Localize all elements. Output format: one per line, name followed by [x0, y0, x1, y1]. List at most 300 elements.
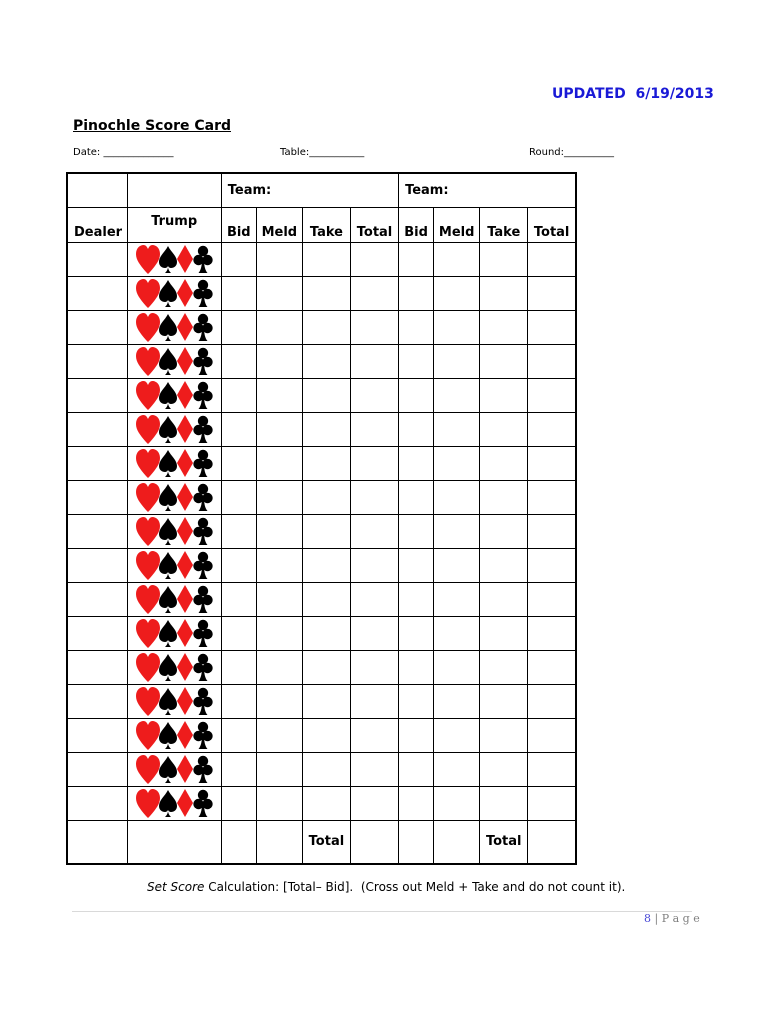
trump-cell[interactable] [127, 310, 221, 344]
spade-icon [159, 654, 177, 681]
club-icon [193, 756, 212, 783]
team-2-meld-cell[interactable] [434, 242, 480, 276]
round-row [67, 582, 576, 616]
team-2-bid-cell[interactable] [399, 480, 434, 514]
team-1-bid-total-cell[interactable] [221, 820, 256, 864]
team-1-take-cell[interactable] [302, 718, 350, 752]
team-2-bid-cell[interactable] [399, 650, 434, 684]
club-icon [193, 450, 212, 477]
trump-suits [134, 720, 214, 750]
heart-icon [136, 789, 160, 818]
team-1-meld-cell[interactable] [256, 548, 302, 582]
team-1-bid-cell[interactable] [221, 752, 256, 786]
corner-cell [127, 173, 221, 207]
spade-icon [159, 484, 177, 511]
team-1-total-cell[interactable] [350, 344, 398, 378]
team-1-total-cell[interactable] [350, 684, 398, 718]
team-1-meld-cell[interactable] [256, 378, 302, 412]
team-2-meld-cell[interactable] [434, 412, 480, 446]
updated-date: UPDATED 6/19/2013 [552, 86, 714, 102]
trump-cell[interactable] [127, 786, 221, 820]
team-1-bid-cell[interactable] [221, 276, 256, 310]
team-1-meld-cell[interactable] [256, 786, 302, 820]
team-1-take-cell[interactable] [302, 242, 350, 276]
team-2-header [399, 173, 576, 207]
team-1-meld-cell[interactable] [256, 582, 302, 616]
club-icon [193, 314, 212, 341]
team-1-meld-cell[interactable] [256, 480, 302, 514]
team-1-total-cell[interactable] [350, 548, 398, 582]
team-2-total-cell[interactable] [528, 786, 576, 820]
team-2-meld-cell[interactable] [434, 310, 480, 344]
team-2-total-cell[interactable] [528, 480, 576, 514]
team-1-take-cell[interactable] [302, 650, 350, 684]
team-2-meld-cell[interactable] [434, 684, 480, 718]
team-1-meld-cell[interactable] [256, 446, 302, 480]
team-2-meld-cell[interactable] [434, 650, 480, 684]
dealer-cell[interactable] [67, 412, 127, 446]
heart-icon [136, 279, 160, 308]
team-2-total-cell[interactable] [528, 684, 576, 718]
team-1-total-cell[interactable] [350, 446, 398, 480]
team-1-bid-cell[interactable] [221, 616, 256, 650]
round-row [67, 684, 576, 718]
team-1-bid-header-label: Bid [226, 224, 251, 240]
team-2-take-header-label: Take [487, 224, 521, 240]
spade-icon [159, 314, 177, 341]
team-2-take-cell[interactable] [480, 684, 528, 718]
round-row [67, 412, 576, 446]
dealer-cell[interactable] [67, 684, 127, 718]
trump-cell[interactable] [127, 752, 221, 786]
set-score-text: Calculation: [Total– Bid]. (Cross out Meld + Take and do not count it). [204, 880, 626, 894]
diamond-icon [177, 347, 193, 375]
team-1-meld-cell[interactable] [256, 412, 302, 446]
team-2-take-cell[interactable] [480, 480, 528, 514]
team-2-total-cell[interactable] [528, 548, 576, 582]
page-number: 8 [644, 912, 651, 925]
club-icon [193, 518, 212, 545]
team-2-meld-cell[interactable] [434, 276, 480, 310]
team-2-total-cell[interactable] [528, 582, 576, 616]
diamond-icon [177, 483, 193, 511]
team-2-total-cell[interactable] [528, 412, 576, 446]
trump-cell[interactable] [127, 684, 221, 718]
trump-suits [134, 686, 214, 716]
team-1-bid-cell[interactable] [221, 582, 256, 616]
trump-suits [134, 346, 214, 376]
team-1-take-header [302, 207, 350, 242]
date-field[interactable]: Date: ______________ [73, 147, 174, 158]
heart-icon [136, 653, 160, 682]
team-1-meld-cell[interactable] [256, 344, 302, 378]
team-1-total-cell[interactable] [350, 752, 398, 786]
team-2-header-label: Team: [405, 182, 449, 198]
team-2-bid-cell[interactable] [399, 344, 434, 378]
team-1-take-cell[interactable] [302, 412, 350, 446]
team-2-total-cell[interactable] [528, 616, 576, 650]
team-1-total-cell[interactable] [350, 650, 398, 684]
team-1-bid-header [221, 207, 256, 242]
totals-row [67, 820, 576, 864]
team-1-take-cell[interactable] [302, 616, 350, 650]
team-1-meld-cell[interactable] [256, 310, 302, 344]
trump-cell [127, 820, 221, 864]
team-2-take-cell[interactable] [480, 650, 528, 684]
team-1-take-cell[interactable] [302, 378, 350, 412]
team-2-bid-total-cell[interactable] [399, 820, 434, 864]
team-1-total-label-label: Total [308, 834, 345, 850]
spade-icon [159, 416, 177, 443]
team-1-total-cell[interactable] [350, 718, 398, 752]
spade-icon [159, 790, 177, 817]
diamond-icon [177, 381, 193, 409]
team-1-meld-total-cell[interactable] [256, 820, 302, 864]
team-1-take-cell[interactable] [302, 480, 350, 514]
trump-cell[interactable] [127, 548, 221, 582]
team-2-meld-cell[interactable] [434, 480, 480, 514]
dealer-cell[interactable] [67, 718, 127, 752]
dealer-cell[interactable] [67, 548, 127, 582]
team-2-meld-cell[interactable] [434, 718, 480, 752]
team-2-take-cell[interactable] [480, 276, 528, 310]
team-1-bid-cell[interactable] [221, 242, 256, 276]
dealer-header-label: Dealer [74, 224, 123, 240]
team-2-bid-cell[interactable] [399, 412, 434, 446]
diamond-icon [177, 755, 193, 783]
heart-icon [136, 619, 160, 648]
dealer-cell[interactable] [67, 446, 127, 480]
team-2-bid-cell[interactable] [399, 684, 434, 718]
team-2-bid-cell[interactable] [399, 786, 434, 820]
team-1-bid-cell[interactable] [221, 684, 256, 718]
team-1-meld-header [256, 207, 302, 242]
team-1-take-cell[interactable] [302, 310, 350, 344]
team-2-take-cell[interactable] [480, 786, 528, 820]
trump-suits [134, 652, 214, 682]
dealer-cell[interactable] [67, 616, 127, 650]
diamond-icon [177, 653, 193, 681]
trump-cell[interactable] [127, 276, 221, 310]
dealer-cell[interactable] [67, 752, 127, 786]
dealer-cell[interactable] [67, 480, 127, 514]
team-1-bid-cell[interactable] [221, 718, 256, 752]
spade-icon [159, 756, 177, 783]
spade-icon [159, 722, 177, 749]
round-row [67, 480, 576, 514]
team-2-take-cell[interactable] [480, 446, 528, 480]
team-1-grand-total-cell[interactable] [350, 820, 398, 864]
spade-icon [159, 450, 177, 477]
team-2-total-cell[interactable] [528, 242, 576, 276]
club-icon [193, 280, 212, 307]
team-1-bid-cell[interactable] [221, 412, 256, 446]
team-1-total-cell[interactable] [350, 582, 398, 616]
trump-suits [134, 754, 214, 784]
team-1-total-cell[interactable] [350, 480, 398, 514]
trump-cell[interactable] [127, 446, 221, 480]
team-2-take-header [480, 207, 528, 242]
team-1-take-cell[interactable] [302, 446, 350, 480]
team-1-meld-cell[interactable] [256, 752, 302, 786]
club-icon [193, 722, 212, 749]
team-2-total-cell[interactable] [528, 718, 576, 752]
diamond-icon [177, 279, 193, 307]
team-1-meld-cell[interactable] [256, 718, 302, 752]
trump-suits [134, 414, 214, 444]
team-2-bid-cell[interactable] [399, 616, 434, 650]
round-row [67, 718, 576, 752]
team-1-meld-cell[interactable] [256, 514, 302, 548]
team-2-total-cell[interactable] [528, 514, 576, 548]
dealer-cell[interactable] [67, 650, 127, 684]
heart-icon [136, 245, 160, 274]
team-2-meld-cell[interactable] [434, 752, 480, 786]
team-header-row [67, 173, 576, 207]
team-2-take-cell[interactable] [480, 616, 528, 650]
team-1-meld-cell[interactable] [256, 650, 302, 684]
team-2-take-cell[interactable] [480, 718, 528, 752]
team-2-meld-cell[interactable] [434, 514, 480, 548]
trump-cell[interactable] [127, 480, 221, 514]
club-icon [193, 654, 212, 681]
team-1-take-cell[interactable] [302, 582, 350, 616]
team-2-meld-cell[interactable] [434, 344, 480, 378]
team-1-total-cell[interactable] [350, 310, 398, 344]
table-field[interactable]: Table:___________ [280, 147, 365, 158]
trump-suits [134, 584, 214, 614]
team-2-meld-cell[interactable] [434, 446, 480, 480]
spade-icon [159, 620, 177, 647]
team-2-take-cell[interactable] [480, 310, 528, 344]
trump-header [127, 207, 221, 242]
team-2-take-cell[interactable] [480, 752, 528, 786]
team-2-bid-cell[interactable] [399, 718, 434, 752]
club-icon [193, 790, 212, 817]
team-2-total-cell[interactable] [528, 276, 576, 310]
team-2-take-cell[interactable] [480, 378, 528, 412]
score-table [66, 172, 577, 865]
trump-suits [134, 618, 214, 648]
team-1-total-cell[interactable] [350, 786, 398, 820]
team-1-bid-cell[interactable] [221, 786, 256, 820]
page-label: | P a g e [651, 912, 700, 925]
heart-icon [136, 347, 160, 376]
team-2-meld-header-label: Meld [438, 224, 475, 240]
team-1-bid-cell[interactable] [221, 514, 256, 548]
club-icon [193, 620, 212, 647]
team-2-take-cell[interactable] [480, 582, 528, 616]
team-2-grand-total-cell[interactable] [528, 820, 576, 864]
team-2-total-header-label: Total [533, 224, 570, 240]
team-2-meld-cell[interactable] [434, 616, 480, 650]
team-1-total-cell[interactable] [350, 378, 398, 412]
heart-icon [136, 585, 160, 614]
team-2-bid-cell[interactable] [399, 548, 434, 582]
team-2-meld-cell[interactable] [434, 786, 480, 820]
team-2-bid-cell[interactable] [399, 752, 434, 786]
dealer-cell[interactable] [67, 242, 127, 276]
heart-icon [136, 483, 160, 512]
diamond-icon [177, 721, 193, 749]
team-2-take-cell[interactable] [480, 412, 528, 446]
team-2-take-cell[interactable] [480, 548, 528, 582]
team-1-meld-cell[interactable] [256, 684, 302, 718]
team-2-total-cell[interactable] [528, 378, 576, 412]
team-2-total-cell[interactable] [528, 344, 576, 378]
team-1-bid-cell[interactable] [221, 344, 256, 378]
team-1-total-header [350, 207, 398, 242]
team-2-bid-header-label: Bid [404, 224, 428, 240]
round-row [67, 276, 576, 310]
team-1-header-label: Team: [227, 182, 272, 198]
team-1-take-cell[interactable] [302, 514, 350, 548]
round-row [67, 242, 576, 276]
diamond-icon [177, 449, 193, 477]
trump-cell[interactable] [127, 378, 221, 412]
club-icon [193, 246, 212, 273]
heart-icon [136, 721, 160, 750]
round-row [67, 378, 576, 412]
diamond-icon [177, 789, 193, 817]
round-row [67, 548, 576, 582]
team-1-total-cell[interactable] [350, 276, 398, 310]
team-2-total-cell[interactable] [528, 446, 576, 480]
spade-icon [159, 382, 177, 409]
trump-suits [134, 312, 214, 342]
diamond-icon [177, 517, 193, 545]
heart-icon [136, 313, 160, 342]
team-2-bid-cell[interactable] [399, 242, 434, 276]
team-2-bid-cell[interactable] [399, 446, 434, 480]
team-2-total-cell[interactable] [528, 310, 576, 344]
dealer-cell[interactable] [67, 378, 127, 412]
diamond-icon [177, 415, 193, 443]
dealer-cell[interactable] [67, 786, 127, 820]
set-score-note [147, 880, 625, 894]
team-2-bid-cell[interactable] [399, 378, 434, 412]
team-2-total-label-label: Total [485, 834, 522, 850]
trump-suits [134, 278, 214, 308]
team-1-take-cell[interactable] [302, 276, 350, 310]
page-footer [644, 912, 700, 925]
spade-icon [159, 586, 177, 613]
dealer-cell[interactable] [67, 310, 127, 344]
round-row [67, 310, 576, 344]
dealer-cell [67, 820, 127, 864]
team-1-bid-cell[interactable] [221, 650, 256, 684]
team-2-take-cell[interactable] [480, 344, 528, 378]
team-2-take-cell[interactable] [480, 514, 528, 548]
team-1-take-cell[interactable] [302, 344, 350, 378]
trump-suits [134, 244, 214, 274]
team-1-bid-cell[interactable] [221, 446, 256, 480]
team-2-meld-total-cell[interactable] [434, 820, 480, 864]
dealer-cell[interactable] [67, 582, 127, 616]
team-1-total-cell[interactable] [350, 412, 398, 446]
team-2-meld-cell[interactable] [434, 548, 480, 582]
trump-cell[interactable] [127, 514, 221, 548]
heart-icon [136, 755, 160, 784]
team-1-bid-cell[interactable] [221, 480, 256, 514]
team-1-bid-cell[interactable] [221, 378, 256, 412]
diamond-icon [177, 619, 193, 647]
team-1-take-cell[interactable] [302, 684, 350, 718]
dealer-cell[interactable] [67, 276, 127, 310]
team-2-meld-cell[interactable] [434, 582, 480, 616]
team-2-total-cell[interactable] [528, 650, 576, 684]
team-1-total-cell[interactable] [350, 616, 398, 650]
spade-icon [159, 688, 177, 715]
trump-suits [134, 550, 214, 580]
club-icon [193, 382, 212, 409]
team-2-meld-cell[interactable] [434, 378, 480, 412]
trump-cell[interactable] [127, 344, 221, 378]
dealer-cell[interactable] [67, 514, 127, 548]
team-1-meld-cell[interactable] [256, 242, 302, 276]
club-icon [193, 484, 212, 511]
heart-icon [136, 551, 160, 580]
team-1-meld-cell[interactable] [256, 616, 302, 650]
dealer-cell[interactable] [67, 344, 127, 378]
heart-icon [136, 517, 160, 546]
team-1-take-cell[interactable] [302, 548, 350, 582]
spade-icon [159, 246, 177, 273]
club-icon [193, 552, 212, 579]
team-2-bid-header [399, 207, 434, 242]
team-1-bid-cell[interactable] [221, 310, 256, 344]
team-1-take-cell[interactable] [302, 786, 350, 820]
round-row [67, 616, 576, 650]
spade-icon [159, 552, 177, 579]
footer-divider [72, 911, 692, 912]
club-icon [193, 416, 212, 443]
trump-suits [134, 482, 214, 512]
team-2-total-header [528, 207, 576, 242]
team-1-total-cell[interactable] [350, 514, 398, 548]
trump-suits [134, 516, 214, 546]
trump-cell[interactable] [127, 718, 221, 752]
trump-cell[interactable] [127, 242, 221, 276]
diamond-icon [177, 245, 193, 273]
team-1-total-header-label: Total [356, 224, 393, 240]
trump-cell[interactable] [127, 412, 221, 446]
team-2-bid-cell[interactable] [399, 310, 434, 344]
team-2-bid-cell[interactable] [399, 514, 434, 548]
team-1-meld-cell[interactable] [256, 276, 302, 310]
team-1-take-cell[interactable] [302, 752, 350, 786]
team-2-take-cell[interactable] [480, 242, 528, 276]
round-row [67, 752, 576, 786]
team-2-total-cell[interactable] [528, 752, 576, 786]
team-2-total-label [480, 820, 528, 864]
team-1-header [221, 173, 398, 207]
trump-cell[interactable] [127, 650, 221, 684]
spade-icon [159, 518, 177, 545]
team-2-bid-cell[interactable] [399, 582, 434, 616]
set-score-label: Set Score [147, 880, 205, 894]
heart-icon [136, 415, 160, 444]
team-2-meld-header [434, 207, 480, 242]
trump-cell[interactable] [127, 616, 221, 650]
team-2-bid-cell[interactable] [399, 276, 434, 310]
team-1-total-cell[interactable] [350, 242, 398, 276]
team-1-bid-cell[interactable] [221, 548, 256, 582]
page-title: Pinochle Score Card [73, 118, 231, 134]
trump-suits [134, 788, 214, 818]
trump-cell[interactable] [127, 582, 221, 616]
round-field[interactable]: Round:__________ [529, 147, 615, 158]
